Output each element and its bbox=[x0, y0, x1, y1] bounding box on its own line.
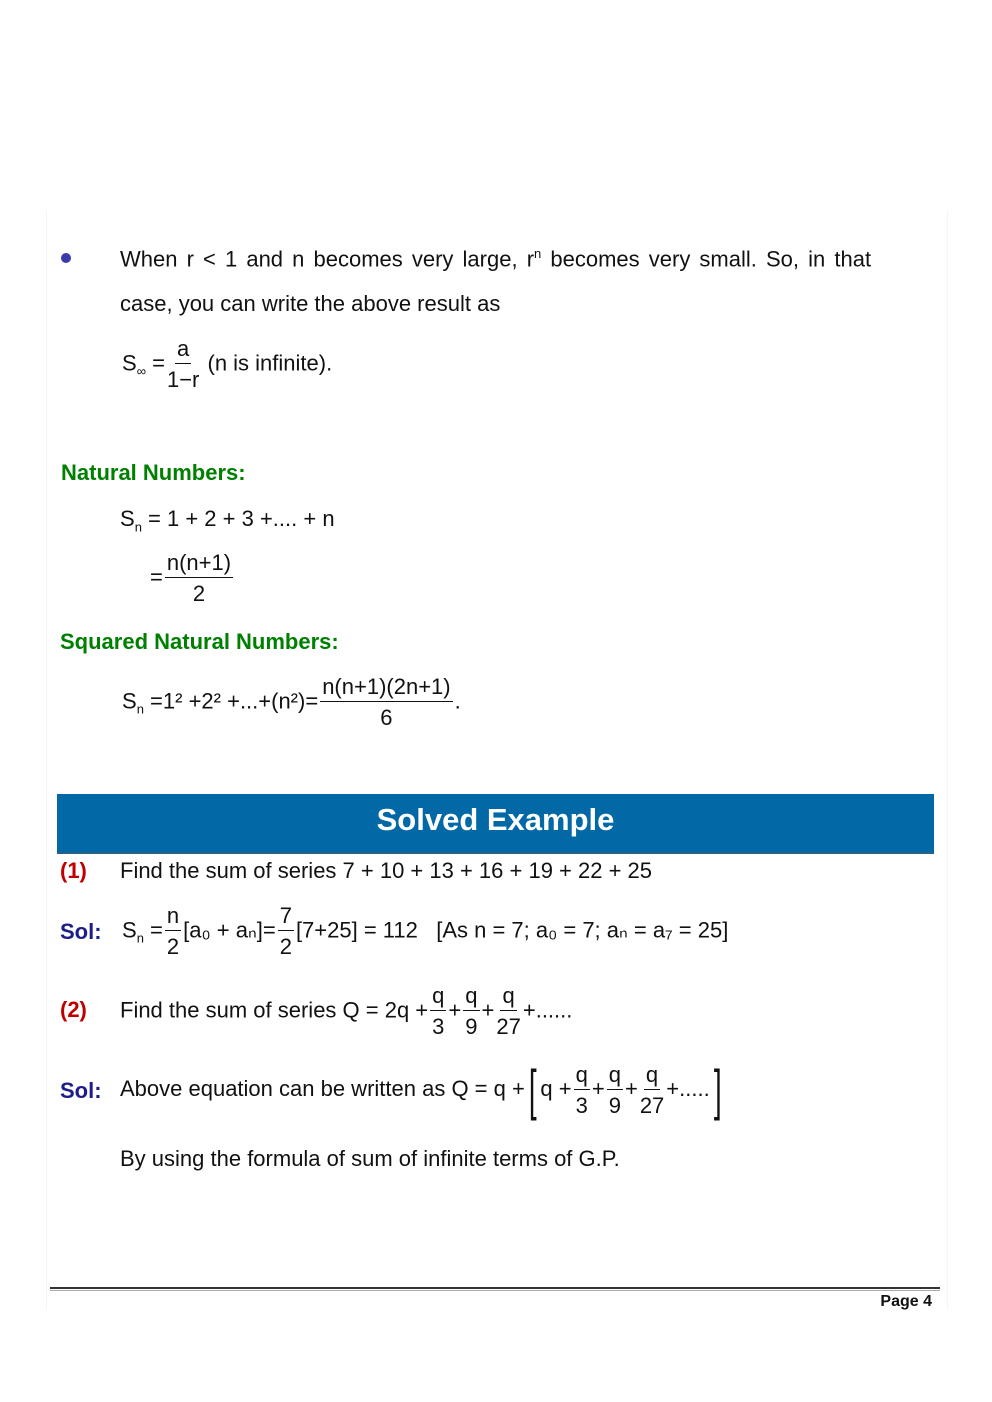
example-2-solution: Above equation can be written as Q = q +[ q + $\frac{q}{3}$ + $\frac{q}{9}$ + $\frac{q}{27}$ +.....] bbox=[120, 1058, 722, 1121]
natural-sum-formula: = $\frac{n(n+1)}{2}$ bbox=[150, 550, 232, 606]
bullet-line-1: When r < 1 and n becomes very large, $r^n$ becomes very small. So, in that bbox=[120, 246, 872, 272]
example-2-question: Find the sum of series Q = 2q + $\frac{q}{3}$ + $\frac{q}{9}$ + $\frac{q}{27}$ +...... bbox=[120, 983, 573, 1039]
example-2-number: (2) bbox=[60, 997, 87, 1022]
example-1-solution: $S_n$ = $\frac{n}{2}$ [a₀ + aₙ]= $\frac{7}{2}$ [7+25] = 112 [As n = 7; a₀ = 7; aₙ = a₇ = 25] bbox=[122, 903, 729, 959]
footer-divider bbox=[50, 1287, 940, 1289]
squared-sum-formula: $S_n =1^2 +2^2 +...+(n^2)=$ $\frac{n(n+1)(2n+1)}{6}$ . bbox=[122, 674, 461, 730]
natural-sum-line: $S_n = 1 + 2 + 3$ +.... + n bbox=[120, 506, 335, 535]
example-2-solution-line-2: By using the formula of sum of infinite terms of G.P. bbox=[120, 1146, 620, 1171]
natural-numbers-heading: Natural Numbers: bbox=[61, 460, 246, 485]
footer-divider-shadow bbox=[50, 1290, 940, 1291]
bullet-icon bbox=[61, 253, 71, 263]
page-number: Page 4 bbox=[880, 1293, 932, 1310]
example-1-sol-label: Sol: bbox=[60, 919, 102, 944]
example-1-question: Find the sum of series 7 + 10 + 13 + 16 + 19 + 22 + 25 bbox=[120, 858, 653, 883]
bullet-line-2: case, you can write the above result as bbox=[120, 291, 501, 316]
infinite-sum-formula: $S_\infty$ = $\frac{a}{1-r}$ (n is infinite). bbox=[122, 336, 333, 392]
example-1-number: (1) bbox=[60, 858, 87, 883]
section-title-banner: Solved Example bbox=[57, 794, 934, 854]
example-2-sol-label: Sol: bbox=[60, 1078, 102, 1103]
squared-numbers-heading: Squared Natural Numbers: bbox=[60, 629, 339, 654]
